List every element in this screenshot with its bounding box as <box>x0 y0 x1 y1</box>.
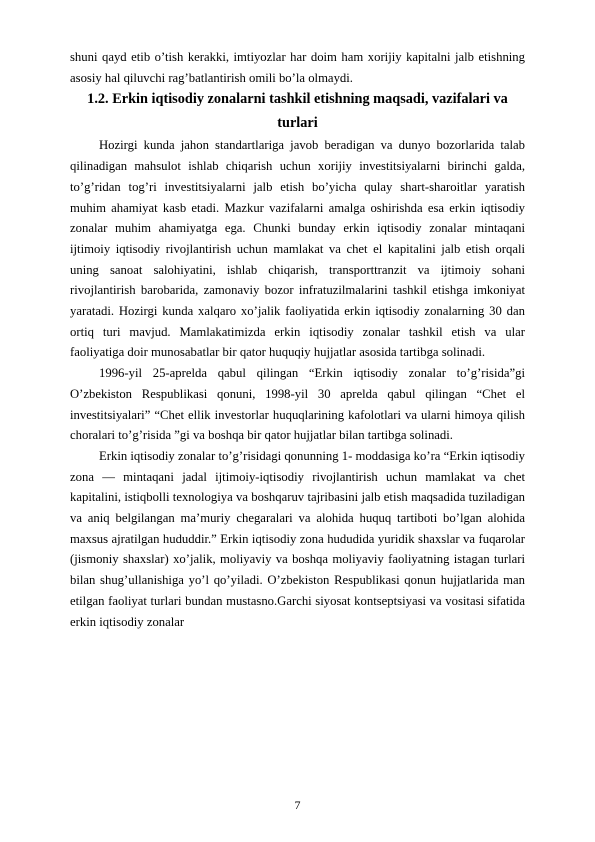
paragraph-continuation: shuni qayd etib o’tish kerakki, imtiyozlar har doim ham xorijiy kapitalni jalb etishning asosiy hal qiluvchi rag’batlantirish omili bo’la olmaydi. <box>70 50 525 85</box>
page-content <box>70 47 525 632</box>
body-paragraph: Hozirgi kunda jahon standartlariga javob beradigan va dunyo bozorlarida talab qilinadigan mahsulot ishlab chiqarish uchun xorijiy investitsiyalarni birinchi galda, to’g’ridan tog’ri investitsiyalarni jalb etish bo’yicha qulay shart-sharoitlar yaratish muhim ahamiyat kasb etadi. Mazkur vazifalarni amalga oshirishda esa erkin iqtisodiy zonalar muhim ahamiyatga ega. Chunki bunday erkin iqtisodiy zonalar mintaqani ijtimoiy iqtisodiy rivojlantirish uchun mamlakat va chet el kapitalini jalb etish orqali uning sanoat salohiyatini, ishlab chiqarish, transporttranzit va ijtimoiy sohani rivojlantirish barobarida, zamonaviy bozor infratuzilmalarini tashkil etishga imkoniyat yaratadi. Hozirgi kunda xalqaro xo’jalik faoliyatida erkin iqtisodiy zonalarning 30 dan ortiq turi mavjud. Mamlakatimizda erkin iqtisodiy zonalar tashkil etish va ular faoliyatiga doir munosabatlar bir qator huquqiy hujjatlar asosida tartibga solinadi. <box>70 138 525 360</box>
page-number: 7 <box>294 798 301 812</box>
body-paragraph: 1996-yil 25-aprelda qabul qilingan “Erkin iqtisodiy zonalar to’g’risida”gi O’zbekiston Respublikasi qonuni, 1998-yil 30 aprelda qabul qilingan “Chet el investitsiyalari” “Chet ellik investorlar huquqlarining kafolotlari va ularni himoya qilish choralari to’g’risida ”gi va boshqa bir qator hujjatlar bilan tartibga solinadi. <box>70 366 525 443</box>
body-paragraph: Erkin iqtisodiy zonalar to’g’risidagi qonunning 1- moddasiga ko’ra “Erkin iqtisodiy zona — mintaqani jadal ijtimoiy-iqtisodiy rivojlantirish uchun mamlakat va chet kapitalini, istiqbolli texnologiya va boshqaruv tajribasini jalb etish maqsadida tuziladigan va aniq belgilangan ma’muriy chegaralari va alohida huquq tartiboti bo’lgan alohida maxsus ajratilgan hududdir.” Erkin iqtisodiy zona hududida yuridik shaxslar va fuqarolar (jismoniy shaxslar) xo’jalik, moliyaviy va boshqa moliyaviy faoliyatning istagan turlari bilan shug’ullanishiga yo’l qo’yiladi. O’zbekiston Respublikasi qonun hujjatlarida man etilgan faoliyat turlari bundan mustasno.Garchi siyosat kontseptsiyasi va vositasi sifatida erkin iqtisodiy zonalar <box>70 448 526 629</box>
section-heading: 1.2. Erkin iqtisodiy zonalarni tashkil etishning maqsadi, vazifalari va turlari <box>87 91 508 131</box>
